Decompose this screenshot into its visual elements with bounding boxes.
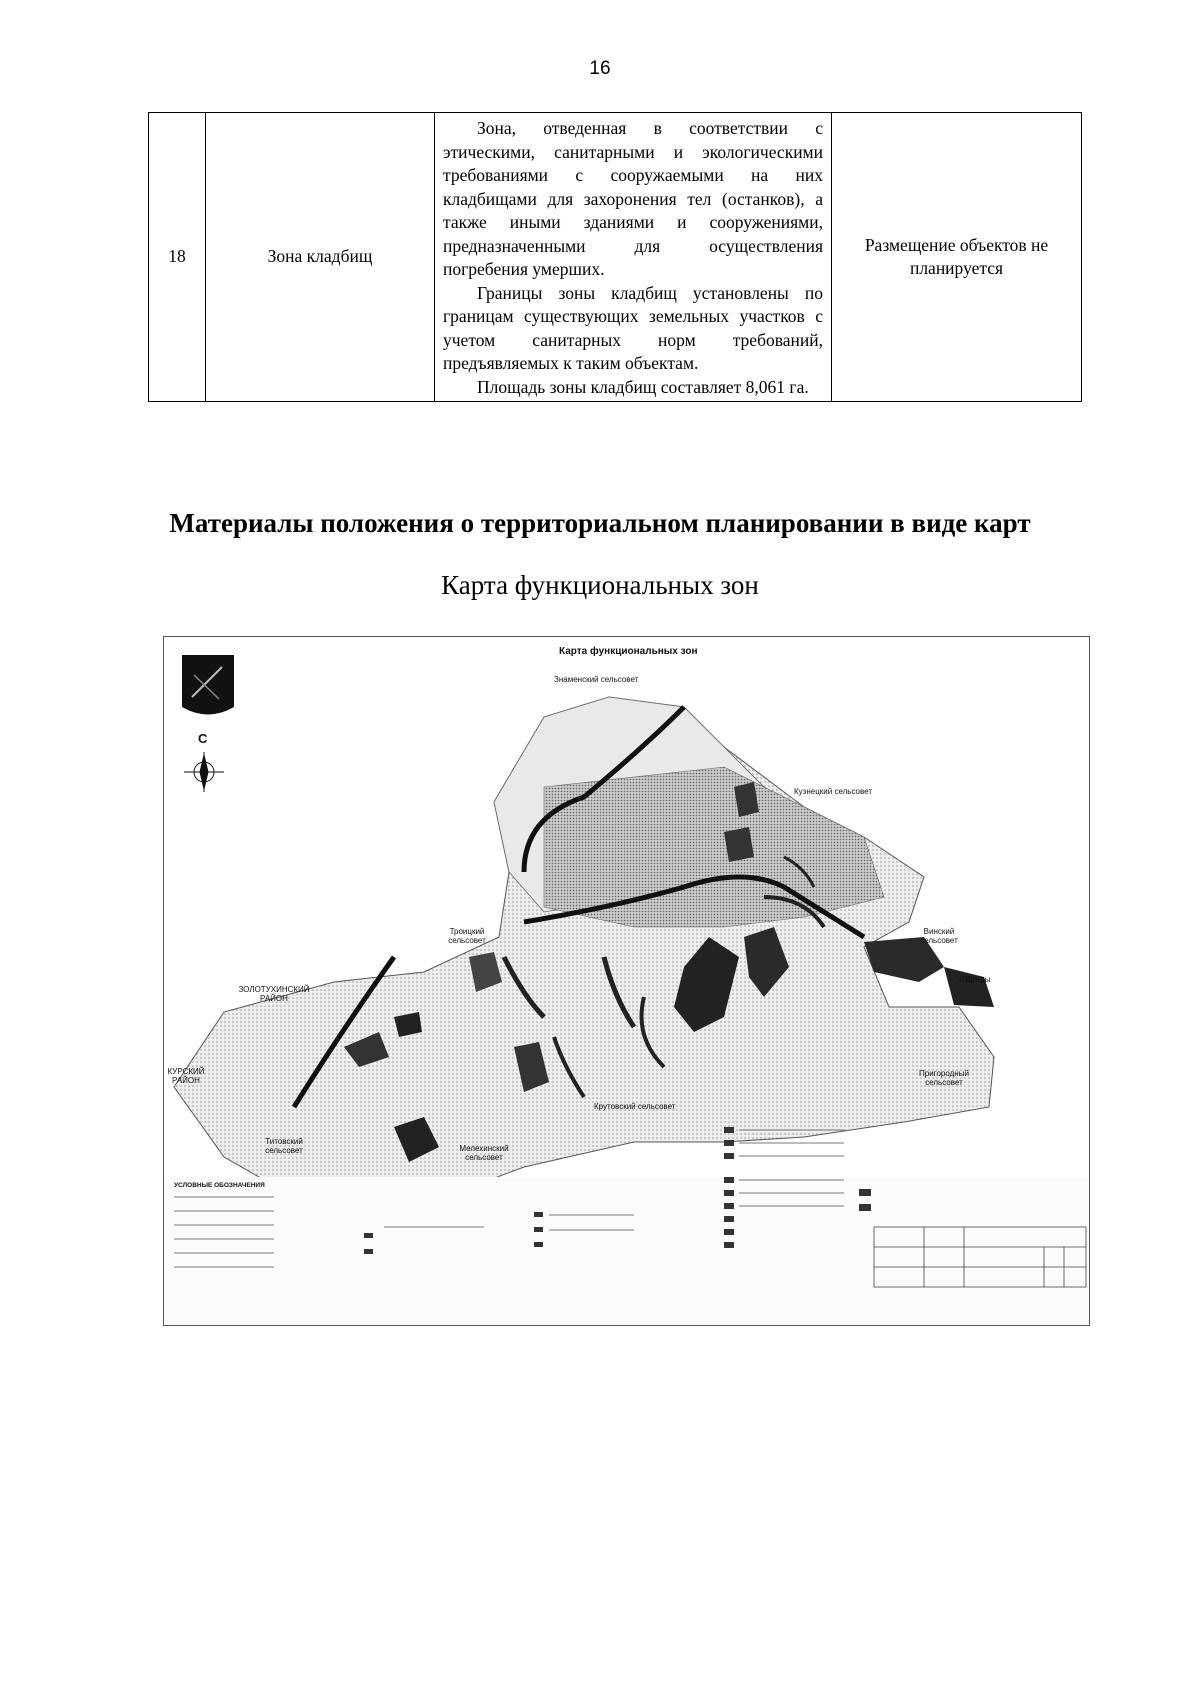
label-krutovsky: Крутовский сельсовет (594, 1102, 676, 1111)
label-kursky: КУРСКИЙ РАЙОН (167, 1067, 205, 1085)
map-inner-title: Карта функциональных зон (559, 646, 698, 657)
description-paragraph: Площадь зоны кладбищ составляет 8,061 га. (477, 376, 809, 397)
planned-objects: Размещение объектов не планируется (832, 113, 1082, 402)
map-title: Карта функциональных зон (441, 570, 759, 600)
zone-table (148, 112, 1082, 402)
page-number: 16 (589, 58, 611, 79)
zone-description (435, 113, 832, 402)
north-arrow-icon (184, 752, 224, 792)
label-melekhinsky: Мелехинский сельсовет (459, 1144, 509, 1162)
north-label: С (198, 731, 208, 746)
label-vinsky: Винский сельсовет (920, 927, 958, 945)
label-zolotukhinsky: ЗОЛОТУХИНСКИЙ РАЙОН (238, 985, 310, 1003)
coat-of-arms-icon (182, 655, 234, 715)
section-title: Материалы положения о территориальном планировании в виде карт (169, 508, 1031, 538)
zone-name: Зона кладбищ (206, 113, 435, 402)
functional-zones-map (163, 636, 1090, 1326)
legend-box (164, 1177, 1089, 1325)
label-shchigry: г. Щигры (959, 975, 991, 984)
label-kuznetsky: Кузнецкий сельсовет (794, 787, 873, 796)
label-troitsky: Троицкий сельсовет (448, 927, 486, 945)
zone-dark (944, 967, 994, 1007)
map-drawing (164, 637, 1089, 1325)
row-number: 18 (149, 113, 206, 402)
legend-title: УСЛОВНЫЕ ОБОЗНАЧЕНИЯ (174, 1182, 265, 1189)
label-znamensky: Знаменский сельсовет (554, 675, 639, 684)
label-titovsky: Титовский сельсовет (265, 1137, 303, 1155)
zone-dark (724, 827, 754, 862)
table-row (149, 113, 1082, 402)
description-paragraph: Границы зоны кладбищ установлены по границам существующих земельных участков с учетом санитарных норм требований, предъявляемых к таким объектам. (443, 282, 823, 373)
label-prigorodny: Пригородный сельсовет (919, 1069, 969, 1087)
description-paragraph: Зона, отведенная в соответствии с этическими, санитарными и экологическими требованиями с сооружаемыми на них кладбищами для захоронения тел (останков), а также иными зданиями и сооружениями, предназначенными для осуществления погребения умерших. (443, 118, 823, 279)
